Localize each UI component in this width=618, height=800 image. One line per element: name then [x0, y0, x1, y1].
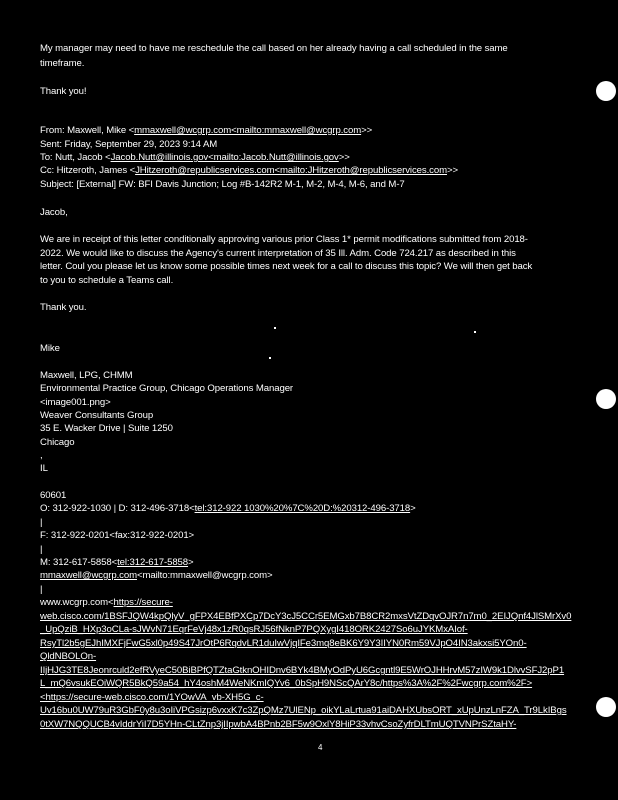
to-email-link[interactable]: Jacob.Nutt@illinois.gov<mailto:Jacob.Nutt@illinois.gov — [110, 152, 339, 163]
from-suffix: >> — [361, 125, 373, 136]
office-phone-prefix: O: 312-922-1030 | D: 312-496-3718< — [40, 503, 195, 514]
to-line — [40, 152, 605, 164]
website-line — [40, 597, 605, 609]
website-prefix: www.wcgrp.com< — [40, 597, 114, 608]
sent-line: Sent: Friday, September 29, 2023 9:14 AM — [40, 139, 218, 150]
page-number: 4 — [318, 743, 323, 752]
thanks: Thank you. — [40, 302, 87, 313]
signature-email-suffix: <mailto:mmaxwell@wcgrp.com> — [136, 570, 273, 581]
from-line — [40, 125, 605, 137]
mobile-prefix: M: 312-617-5858< — [40, 557, 118, 568]
url-line-2[interactable]: _UpQziB_HXp3oCLa-sJWvN71EqrFeVj48x1zR0qsRJ56fNknP7PQXygI418ORK2427So6uJYKMxAIof- — [40, 624, 468, 635]
email-line — [40, 570, 605, 582]
to-suffix: >> — [338, 152, 350, 163]
signature-city: Chicago — [40, 437, 75, 448]
signature-image-placeholder: <image001.png> — [40, 397, 111, 408]
pipe-separator-2: | — [40, 544, 43, 555]
subject-line: Subject: [External] FW: BFI Davis Junction; Log #B-142R2 M-1, M-2, M-4, M-6, and M-7 — [40, 179, 405, 190]
body-line-1: We are in receipt of this letter conditionally approving various prior Class 1* permit modifications submitted from 2018- — [40, 234, 528, 245]
thanks-top: Thank you! — [40, 86, 87, 97]
url-line-4[interactable]: QldNBOLOn- — [40, 651, 97, 662]
to-prefix: To: Nutt, Jacob < — [40, 152, 111, 163]
intro-line-2: timeframe. — [40, 58, 85, 69]
cc-line — [40, 165, 605, 177]
body-line-2: 2022. We would like to discuss the Agency's current interpretation of 35 Ill. Adm. Code 724.217 as described in this — [40, 248, 516, 259]
signature-address: 35 E. Wacker Drive | Suite 1250 — [40, 423, 173, 434]
url-line-1[interactable]: web.cisco.com/1BSFJQW4kpQlyV_gFPX4EBfPXCp7DcY3cJ5CCr5EMGxb7B8CR2mxsVtZDqvOJR7n7m0_2EIJQnf4JlSMrXv0 — [40, 611, 572, 622]
from-prefix: From: Maxwell, Mike < — [40, 125, 135, 136]
punch-hole-middle — [596, 389, 616, 409]
cc-email-link[interactable]: JHitzeroth@republicservices.com<mailto:JHitzeroth@republicservices.com — [135, 165, 447, 176]
punch-hole-top — [596, 81, 616, 101]
url-line-7[interactable]: <https://secure-web.cisco.com/1YOwVA_vb-XH5G_c- — [40, 692, 264, 703]
from-email-link[interactable]: mmaxwell@wcgrp.com<mailto:mmaxwell@wcgrp.com — [134, 125, 362, 136]
url-line-3[interactable]: RsyTl2b5gEJhIMXFjFwG5xl0p49S47JrOtP6RqdvLR1duIwVjqIFe3mq8eBK6Y9Y3IIYN0Rm59VJpO4IN3akxsi5YOn0- — [40, 638, 527, 649]
signature-comma: , — [40, 450, 43, 461]
signature-state: IL — [40, 463, 48, 474]
url-line-8[interactable]: Uv16bu0UW79uR3GbF0y8u3oIiVPGsizp6vxxK7c3ZpQMz7UlENp_oikYLaLrtua91aiDAHXUbsORT_xUpUnzLnFZA_Tr9LkIBgs — [40, 705, 567, 716]
signature-zip: 60601 — [40, 490, 67, 501]
mobile-line — [40, 557, 605, 569]
punch-hole-bottom — [596, 697, 616, 717]
signature-company: Weaver Consultants Group — [40, 410, 154, 421]
signature-name: Maxwell, LPG, CHMM — [40, 370, 133, 381]
intro-line-1: My manager may need to have me reschedule the call based on her already having a call scheduled in the same — [40, 43, 508, 54]
mobile-link[interactable]: tel:312-617-5858 — [117, 557, 189, 568]
url-line-5[interactable]: IIjHJG3TE8Jeonrculd2efRVyeC50BiBPfQTZtaGtknOHIDnv6BYk4BMyOdPyU6Gcgntl9E5WrOJHHrvM57zIW9k1DlvvSFJ2pP1 — [40, 665, 565, 676]
body-line-4: to you to schedule a Teams call. — [40, 275, 174, 286]
scan-speck — [269, 357, 271, 359]
sender-name: Mike — [40, 343, 60, 354]
body-line-3: letter. Coul you please let us know some possible times next week for a call to discuss this topic? We will then get back — [40, 261, 533, 272]
office-phone-line — [40, 503, 605, 515]
fax-line: F: 312-922-0201<fax:312-922-0201> — [40, 530, 195, 541]
url-line-9[interactable]: 0tXW7NQQUCB4vIddrYiI7D5YHn-CLtZnp3jIIpwbA4BPnb2BF5w9OxlY8HiP33vhvCsoZyfrDLTmUQTVNPrSZtaHY- — [40, 719, 517, 730]
signature-title: Environmental Practice Group, Chicago Operations Manager — [40, 383, 294, 394]
pipe-separator-1: | — [40, 517, 43, 528]
office-phone-link[interactable]: tel:312-922 1030%20%7C%20D:%20312-496-3718 — [194, 503, 411, 514]
mobile-suffix: > — [188, 557, 194, 568]
cc-suffix: >> — [446, 165, 458, 176]
greeting: Jacob, — [40, 207, 68, 218]
pipe-separator-3: | — [40, 584, 43, 595]
office-phone-suffix: > — [410, 503, 416, 514]
signature-email-link[interactable]: mmaxwell@wcgrp.com — [40, 570, 137, 581]
scan-speck — [274, 327, 276, 329]
url-line-6[interactable]: L_mQ6vsukEOiWQR5BkQ59a54_hY4oshM4WeNKmIQYv6_0bSpH9NScQArY8c/https%3A%2F%2Fwcgrp.com%2F> — [40, 678, 533, 689]
scan-speck — [474, 331, 476, 333]
cc-prefix: Cc: Hitzeroth, James < — [40, 165, 136, 176]
website-link-start[interactable]: https://secure- — [113, 597, 173, 608]
